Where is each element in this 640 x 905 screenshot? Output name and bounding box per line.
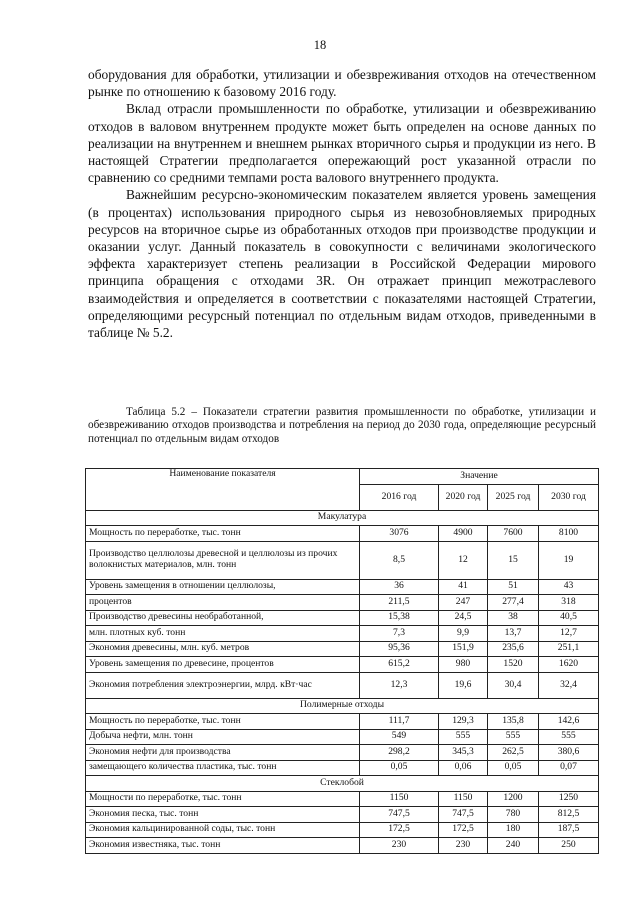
header-value: Значение (360, 469, 599, 485)
value-cell: 0,05 (488, 760, 539, 776)
value-cell: 187,5 (539, 822, 599, 838)
row-label: Экономия известняка, тыс. тонн (86, 838, 360, 854)
table-row (86, 541, 599, 579)
value-cell: 615,2 (360, 657, 439, 673)
table-row (86, 579, 599, 595)
paragraph-3: Важнейшим ресурсно-экономическим показателем является уровень замещения (в процентах) использования природного сырья из невозобновляемых природных ресурсов на вторичное сырье из обработанных отходов при производстве продукции и оказании услуг. Данный показатель в совокупности с величинами экологического эффекта характеризует степень реализации в Российской Федерации мирового принципа обращения с отходами 3R. Он отражает принцип межотраслевого взаимодействия и определяется в соответствии с показателями настоящей Стратегии, определяющими ресурсный потенциал по отдельным видам отходов, приведенными в таблице № 5.2. (88, 187, 596, 341)
row-label: Экономия древесины, млн. куб. метров (86, 641, 360, 657)
table-caption (88, 406, 596, 446)
value-cell: 15 (488, 541, 539, 579)
value-cell: 13,7 (488, 626, 539, 642)
table-row (86, 626, 599, 642)
value-cell: 172,5 (439, 822, 488, 838)
header-year: 2020 год (439, 484, 488, 510)
value-cell: 4900 (439, 526, 488, 542)
table-row (86, 838, 599, 854)
value-cell: 345,3 (439, 745, 488, 761)
value-cell: 51 (488, 579, 539, 595)
value-cell: 151,9 (439, 641, 488, 657)
row-label: замещающего количества пластика, тыс. тонн (86, 760, 360, 776)
value-cell: 36 (360, 579, 439, 595)
section-title: Стеклобой (86, 776, 599, 792)
value-cell: 43 (539, 579, 599, 595)
value-cell: 111,7 (360, 714, 439, 730)
value-cell: 251,1 (539, 641, 599, 657)
row-label: Производство целлюлозы древесной и целлюлозы из прочих волокнистых материалов, млн. тонн (86, 541, 360, 579)
table-row (86, 610, 599, 626)
table-row (86, 595, 599, 611)
row-label: Экономия песка, тыс. тонн (86, 807, 360, 823)
paragraph-1: оборудования для обработки, утилизации и обезвреживания отходов на отечественном рынке по отношению к базовому 2016 году. (88, 67, 596, 100)
value-cell: 12,3 (360, 672, 439, 698)
header-year: 2016 год (360, 484, 439, 510)
row-label: Экономия потребления электроэнергии, млрд. кВт·час (86, 672, 360, 698)
row-label: Мощности по переработке, тыс. тонн (86, 791, 360, 807)
table-row (86, 760, 599, 776)
row-label: Экономия кальцинированной соды, тыс. тонн (86, 822, 360, 838)
value-cell: 747,5 (439, 807, 488, 823)
value-cell: 15,38 (360, 610, 439, 626)
row-label: Уровень замещения по древесине, процентов (86, 657, 360, 673)
value-cell: 380,6 (539, 745, 599, 761)
table-header-row (86, 469, 599, 485)
value-cell: 747,5 (360, 807, 439, 823)
table-row (86, 526, 599, 542)
value-cell: 38 (488, 610, 539, 626)
value-cell: 12 (439, 541, 488, 579)
value-cell: 230 (439, 838, 488, 854)
value-cell: 8,5 (360, 541, 439, 579)
value-cell: 235,6 (488, 641, 539, 657)
table-row (86, 672, 599, 698)
value-cell: 0,05 (360, 760, 439, 776)
row-label: млн. плотных куб. тонн (86, 626, 360, 642)
paragraph-2: Вклад отрасли промышленности по обработке, утилизации и обезвреживанию отходов в валовом внутреннем продукте может быть определен на основе данных по реализации на внутреннем и внешнем рынках вторичного сырья и продукции из него. В настоящей Стратегии предполагается опережающий рост указанной отрасли по сравнению со средними темпами роста валового внутреннего продукта. (88, 101, 596, 186)
row-label: Производство древесины необработанной, (86, 610, 360, 626)
value-cell: 12,7 (539, 626, 599, 642)
body-text (88, 66, 596, 341)
value-cell: 129,3 (439, 714, 488, 730)
value-cell: 40,5 (539, 610, 599, 626)
section-header-row (86, 776, 599, 792)
value-cell: 980 (439, 657, 488, 673)
table-body (86, 469, 599, 854)
value-cell: 180 (488, 822, 539, 838)
table-row (86, 807, 599, 823)
value-cell: 9,9 (439, 626, 488, 642)
section-title: Полимерные отходы (86, 698, 599, 714)
value-cell: 211,5 (360, 595, 439, 611)
value-cell: 1620 (539, 657, 599, 673)
table-row (86, 641, 599, 657)
value-cell: 262,5 (488, 745, 539, 761)
value-cell: 0,06 (439, 760, 488, 776)
value-cell: 19 (539, 541, 599, 579)
section-header-row (86, 698, 599, 714)
value-cell: 7,3 (360, 626, 439, 642)
value-cell: 142,6 (539, 714, 599, 730)
value-cell: 240 (488, 838, 539, 854)
value-cell: 30,4 (488, 672, 539, 698)
header-indicator: Наименование показателя (86, 469, 360, 511)
row-label: Уровень замещения в отношении целлюлозы, (86, 579, 360, 595)
value-cell: 1150 (360, 791, 439, 807)
value-cell: 19,6 (439, 672, 488, 698)
table-row (86, 657, 599, 673)
value-cell: 1200 (488, 791, 539, 807)
table-row (86, 791, 599, 807)
row-label: процентов (86, 595, 360, 611)
value-cell: 8100 (539, 526, 599, 542)
value-cell: 549 (360, 729, 439, 745)
value-cell: 32,4 (539, 672, 599, 698)
row-label: Добыча нефти, млн. тонн (86, 729, 360, 745)
header-year: 2030 год (539, 484, 599, 510)
table-row (86, 729, 599, 745)
table-caption-text: Таблица 5.2 – Показатели стратегии развития промышленности по обработке, утилизации и обезвреживанию отходов производства и потребления на период до 2030 года, определяющие ресурсный потенциал по отдельным видам отходов (88, 406, 596, 445)
row-label: Мощность по переработке, тыс. тонн (86, 714, 360, 730)
page-number: 18 (313, 38, 327, 52)
value-cell: 172,5 (360, 822, 439, 838)
value-cell: 555 (439, 729, 488, 745)
value-cell: 812,5 (539, 807, 599, 823)
value-cell: 247 (439, 595, 488, 611)
value-cell: 0,07 (539, 760, 599, 776)
value-cell: 555 (488, 729, 539, 745)
value-cell: 1520 (488, 657, 539, 673)
value-cell: 95,36 (360, 641, 439, 657)
section-header-row (86, 510, 599, 526)
value-cell: 318 (539, 595, 599, 611)
value-cell: 250 (539, 838, 599, 854)
value-cell: 780 (488, 807, 539, 823)
value-cell: 1150 (439, 791, 488, 807)
value-cell: 1250 (539, 791, 599, 807)
value-cell: 24,5 (439, 610, 488, 626)
value-cell: 3076 (360, 526, 439, 542)
table-row (86, 745, 599, 761)
indicators-table (85, 468, 599, 854)
row-label: Экономия нефти для производства (86, 745, 360, 761)
value-cell: 277,4 (488, 595, 539, 611)
value-cell: 41 (439, 579, 488, 595)
row-label: Мощность по переработке, тыс. тонн (86, 526, 360, 542)
table-row (86, 822, 599, 838)
header-year: 2025 год (488, 484, 539, 510)
value-cell: 555 (539, 729, 599, 745)
table-row (86, 714, 599, 730)
value-cell: 7600 (488, 526, 539, 542)
section-title: Макулатура (86, 510, 599, 526)
value-cell: 230 (360, 838, 439, 854)
value-cell: 135,8 (488, 714, 539, 730)
value-cell: 298,2 (360, 745, 439, 761)
